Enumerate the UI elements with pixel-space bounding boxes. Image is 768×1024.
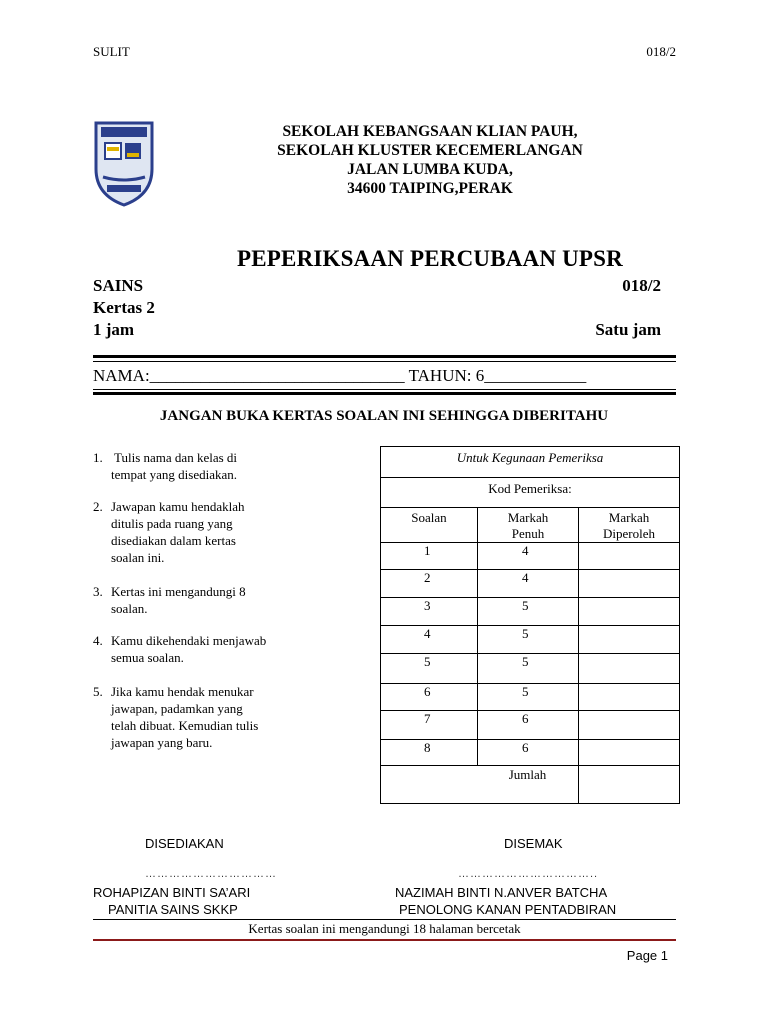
table-row: 1 4 [381, 543, 680, 570]
examiner-table [380, 446, 680, 804]
marks-obtained-cell[interactable] [579, 598, 680, 626]
examiner-table-title: Untuk Kegunaan Pemeriksa [381, 447, 680, 478]
total-row [381, 766, 680, 804]
total-label: Jumlah [381, 766, 579, 804]
divider-mid-thin [93, 389, 676, 390]
page-count-note: Kertas soalan ini mengandungi 18 halaman bercetak [248, 921, 521, 936]
table-row: 3 5 [381, 598, 680, 626]
marks-obtained-cell[interactable] [579, 684, 680, 711]
prepared-label: DISEDIAKAN [145, 836, 224, 851]
instruction-3: 3. Kertas ini mengandungi 8 soalan. [93, 584, 246, 616]
checked-name: NAZIMAH BINTI N.ANVER BATCHA [395, 885, 608, 900]
total-marks-cell[interactable] [579, 766, 680, 804]
exam-paper: Kertas 2 [93, 298, 155, 317]
year-label: TAHUN: [408, 366, 472, 385]
table-row: 7 6 [381, 711, 680, 740]
table-row: 4 5 [381, 626, 680, 654]
exam-title: PEPERIKSAAN PERCUBAAN UPSR [236, 246, 623, 271]
examiner-code-label: Kod Pemeriksa: [381, 478, 680, 508]
checked-signature-line: …………………………….. [458, 868, 599, 880]
school-line-4: 34600 TAIPING,PERAK [347, 180, 513, 197]
name-label: NAMA: [93, 366, 150, 385]
instruction-1: 1. Tulis nama dan kelas di tempat yang disediakan. [93, 450, 238, 482]
prepared-signature-line: …………………………… [145, 868, 277, 880]
school-line-1: SEKOLAH KEBANGSAAN KLIAN PAUH, [282, 123, 578, 140]
marks-obtained-cell[interactable] [579, 570, 680, 598]
divider-top-thin [93, 361, 676, 362]
header-classification: SULIT [93, 44, 130, 59]
prepared-name: ROHAPIZAN BINTI SA’ARI [93, 885, 251, 900]
exam-code: 018/2 [622, 276, 661, 295]
exam-duration-words: Satu jam [595, 320, 661, 339]
divider-mid [93, 392, 676, 395]
table-row: 2 4 [381, 570, 680, 598]
student-info-line [93, 366, 586, 386]
warning-notice: JANGAN BUKA KERTAS SOALAN INI SEHINGGA DIBERITAHU [159, 408, 609, 424]
footer-rule-bottom [93, 939, 676, 941]
footer-rule-top [93, 919, 676, 920]
divider-top [93, 355, 676, 358]
exam-subject: SAINS [93, 276, 144, 295]
checked-role: PENOLONG KANAN PENTADBIRAN [399, 902, 617, 917]
year-value[interactable]: 6____________ [475, 366, 587, 385]
instruction-4: 4. Kamu dikehendaki menjawab semua soalan. [93, 633, 267, 665]
school-line-3: JALAN LUMBA KUDA, [347, 161, 513, 178]
marks-obtained-cell[interactable] [579, 654, 680, 684]
table-row: 8 6 [381, 740, 680, 766]
page-number: Page 1 [626, 948, 668, 963]
col-question: Soalan [381, 508, 478, 543]
marks-obtained-cell[interactable] [579, 626, 680, 654]
name-blank[interactable]: ______________________________ [149, 366, 405, 385]
checked-label: DISEMAK [504, 836, 563, 851]
table-row: 5 5 [381, 654, 680, 684]
school-line-2: SEKOLAH KLUSTER KECEMERLANGAN [277, 142, 583, 159]
marks-obtained-cell[interactable] [579, 543, 680, 570]
instruction-2: 2. Jawapan kamu hendaklah ditulis pada ruang yang disediakan dalam kertas soalan ini. [93, 499, 245, 565]
header-code: 018/2 [646, 44, 676, 59]
instruction-5: 5. Jika kamu hendak menukar jawapan, padamkan yang telah dibuat. Kemudian tulis jawapan yang baru. [93, 684, 259, 750]
col-obtained-marks: Markah Diperoleh [579, 508, 680, 543]
marks-obtained-cell[interactable] [579, 740, 680, 766]
prepared-role: PANITIA SAINS SKKP [108, 902, 238, 917]
col-full-marks: Markah Penuh [478, 508, 579, 543]
exam-duration: 1 jam [93, 320, 135, 339]
school-address-block [0, 122, 768, 198]
marks-obtained-cell[interactable] [579, 711, 680, 740]
table-row: 6 5 [381, 684, 680, 711]
